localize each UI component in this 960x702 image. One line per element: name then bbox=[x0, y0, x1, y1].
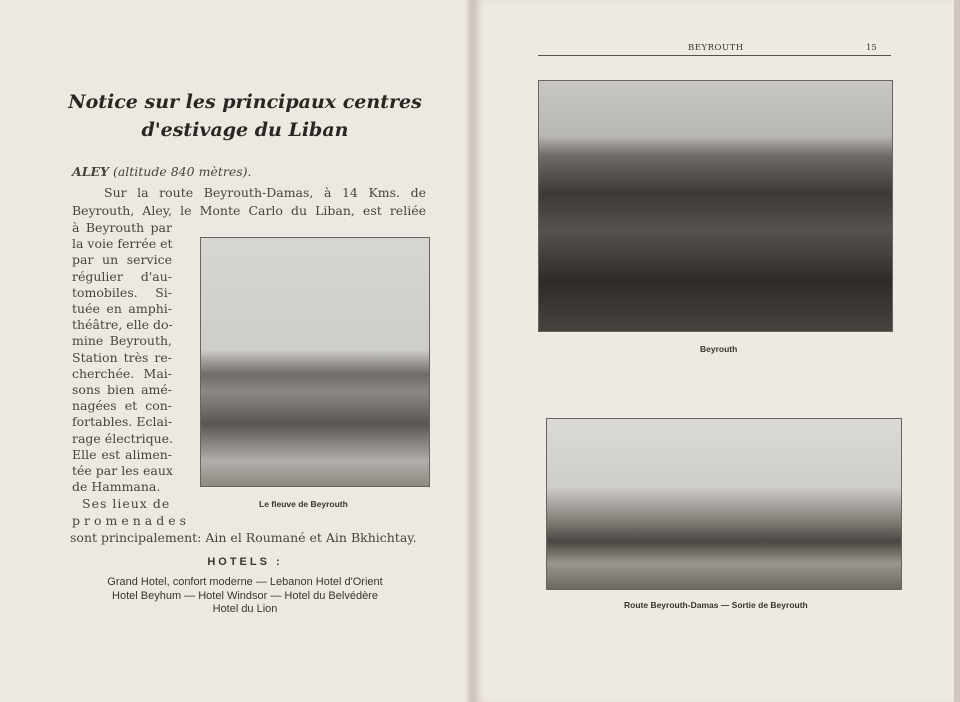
column-line: mine Beyrouth, bbox=[72, 333, 172, 349]
column-line: régulier d'au- bbox=[72, 268, 172, 284]
column-line: à Beyrouth par bbox=[72, 220, 172, 235]
column-line: sons bien amé- bbox=[72, 382, 172, 398]
column-line: fortables. Eclai- bbox=[72, 414, 173, 430]
hotels-list bbox=[60, 576, 430, 617]
column-line: rage électrique. bbox=[72, 430, 174, 446]
hotels-heading: HOTELS : bbox=[207, 556, 283, 568]
section-heading bbox=[72, 164, 251, 179]
column-line: théâtre, elle do- bbox=[72, 317, 173, 333]
header-rule bbox=[538, 55, 891, 56]
intro-line-1: Sur la route Beyrouth-Damas, à 14 Kms. de bbox=[104, 185, 426, 200]
section-name: ALEY bbox=[72, 164, 109, 179]
hotels-line: Grand Hotel, confort moderne — Lebanon Hotel d'Orient bbox=[107, 576, 383, 588]
page-title-line1: Notice sur les principaux centres bbox=[68, 91, 422, 113]
photo1-caption: Beyrouth bbox=[700, 344, 738, 354]
page-number: 15 bbox=[866, 43, 877, 53]
photo-river bbox=[200, 237, 430, 487]
running-head: BEYROUTH bbox=[688, 43, 744, 53]
column-line: par un service bbox=[72, 252, 172, 268]
column-line: tomobiles. Si- bbox=[72, 284, 172, 300]
page-edge bbox=[954, 0, 960, 702]
hotels-line: Hotel Beyhum — Hotel Windsor — Hotel du Belvédère bbox=[112, 589, 378, 602]
photo2-caption: Route Beyrouth-Damas — Sortie de Beyrouth bbox=[624, 600, 808, 610]
column-line: Elle est alimen- bbox=[72, 446, 172, 462]
photo-route bbox=[546, 418, 902, 590]
section-altitude: (altitude 840 mètres). bbox=[112, 164, 252, 179]
column-line: cherchée. Mai- bbox=[72, 365, 172, 381]
hotels-line: Hotel du Lion bbox=[212, 603, 278, 615]
column-line: tuée en amphi- bbox=[72, 301, 172, 317]
page-title-line2: d'estivage du Liban bbox=[141, 119, 349, 141]
wrapped-column bbox=[72, 220, 172, 495]
intro-line-2: Beyrouth, Aley, le Monte Carlo du Liban, est reliée bbox=[72, 203, 426, 218]
column-line: nagées et con- bbox=[72, 398, 172, 414]
promenades-line-2: promenades bbox=[72, 513, 191, 528]
column-line: de Hammana. bbox=[72, 479, 161, 495]
promenades-line-1: Ses lieux de bbox=[82, 496, 171, 511]
column-line: tée par les eaux bbox=[72, 463, 173, 479]
column-line: Station très re- bbox=[72, 349, 172, 365]
photo-caption: Le fleuve de Beyrouth bbox=[259, 499, 348, 509]
column-line: la voie ferrée et bbox=[72, 236, 173, 252]
left-page bbox=[0, 0, 470, 702]
promenades-line-3: sont principalement: Ain el Roumané et Ain Bkhichtay. bbox=[70, 530, 417, 545]
photo-beyrouth bbox=[538, 80, 893, 332]
